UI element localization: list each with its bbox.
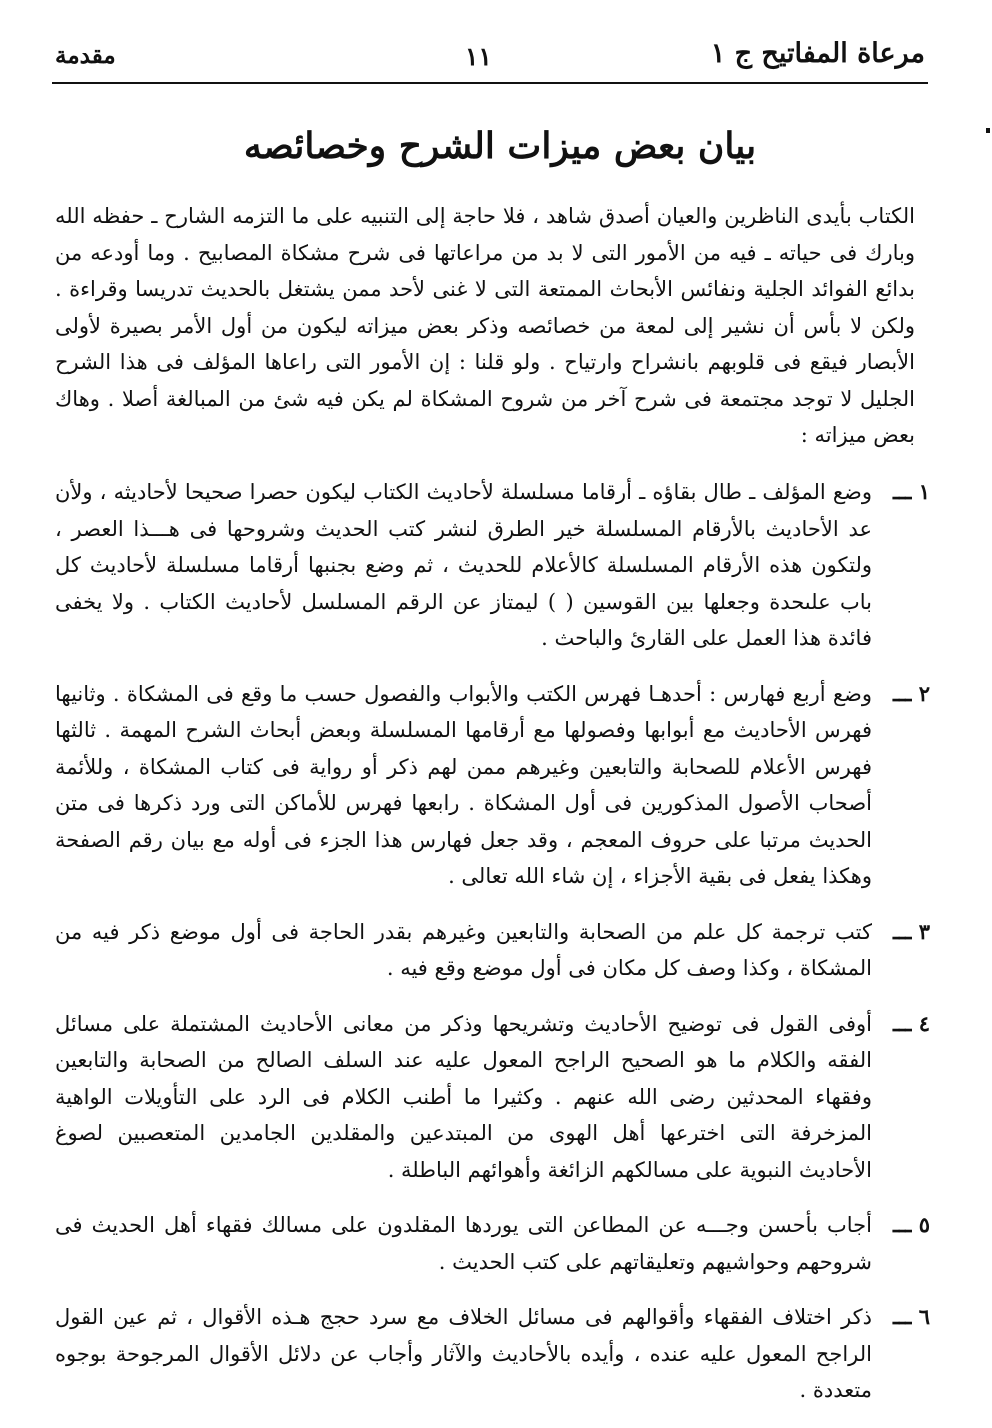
- feature-number: ٥ ـــ: [892, 1212, 930, 1237]
- section-name: مقدمة: [55, 42, 116, 69]
- feature-item-1: [55, 474, 930, 657]
- features-list: [55, 474, 930, 1428]
- page-heading: بيان بعض ميزات الشرح وخصائصه: [243, 125, 757, 167]
- margin-mark: [986, 128, 990, 133]
- feature-text: أجاب بأحسن وجـــه عن المطاعن التى يوردها المقلدون على مسالك فقهاء أهل الحديث فى شروحهم وحواشيهم وتعليقاتهم على كتب الحديث .: [55, 1213, 872, 1274]
- feature-item-6: [55, 1299, 930, 1409]
- feature-number: ٣ ـــ: [892, 918, 930, 944]
- header-divider: [52, 82, 928, 84]
- feature-item-4: [55, 1006, 930, 1189]
- feature-text: وضع المؤلف ـ طال بقاؤه ـ أرقاما مسلسلة لأحاديث الكتاب ليكون حصرا صحيحا لأحاديثه ، ولأن عد الأحاديث بالأرقام المسلسلة خير الطرق لنشر كتب الحديث وشروحها فى هـــذا العصر ، ولتكون هذه الأرقام المسلسلة كالأعلام للحديث ، ثم وضع بجنبها أرقاما مسلسلة لأحاديث كل باب علىحدة وجعلها بين القوسين ( ) ليمتاز عن الرقم المسلسل لأحاديث الكتاب . ولا يخفى فائدة هذا العمل على القارئ والباحث .: [55, 480, 872, 650]
- intro-paragraph: الكتاب بأيدى الناظرين والعيان أصدق شاهد ، فلا حاجة إلى التنبيه على ما التزمه الشارح ـ حفظه الله وبارك فى حياته ـ فيه من الأمور التى لا بد من مراعاتها فى شرح مشكاة المصابيح . وما أودعه من بدائع الفوائد الجلية ونفائس الأبحاث الممتعة التى لا غنى لأحد ممن يشتغل بالحديث تدريسا وقراءة . ولكن لا بأس أن نشير إلى لمعة من خصائصه وذكر بعض ميزاته ليكون من أول الأمر بصيرة لأولى الأبصار فيقع فى قلوبهم بانشراح وارتياح . ولو قلنا : إن الأمور التى راعاها المؤلف فى هذا الشرح الجليل لا توجد مجتمعة فى شرح آخر من شروح المشكاة لم يكن فيه شئ من المبالغة أصلا . وهاك بعض ميزاته :: [55, 204, 915, 447]
- feature-number: ٤ ـــ: [892, 1010, 930, 1036]
- feature-number: ٦ ـــ: [892, 1304, 930, 1329]
- running-title: مرعاة المفاتيح ج ١: [710, 38, 925, 69]
- feature-text: كتب ترجمة كل علم من الصحابة والتابعين وغيرهم بقدر الحاجة فى أول موضع ذكر فيه من المشكاة ، وكذا وصف كل مكان فى أول موضع وقع فيه .: [55, 919, 872, 980]
- feature-item-2: [55, 676, 930, 895]
- feature-text: ذكر اختلاف الفقهاء وأقوالهم فى مسائل الخلاف مع سرد حجج هـذه الأقوال ، ثم عين القول الراجح المعول عليه عنده ، وأيده بالأحاديث والآثار وأجاب عن دلائل الأقوال المرجوحة بوجوه متعددة .: [55, 1305, 872, 1402]
- page-header: [55, 38, 925, 78]
- feature-text: أوفى القول فى توضيح الأحاديث وتشريحها وذكر من معانى الأحاديث المشتملة على مسائل الفقه والكلام ما هو الصحيح الراجح المعول عليه عند السلف الصالح من الصحابة والتابعين وفقهاء المحدثين رضى الله عنهم . وكثيرا ما أطنب الكلام فى الرد على التأويلات الواهية المزخرفة التى اخترعها أهل الهوى من المبتدعين والمقلدين الجامدين المتعصبين لصوغ الأحاديث النبوية على مسالكهم الزائغة وأهوائهم الباطلة .: [55, 1011, 872, 1182]
- feature-number: ٢ ـــ: [892, 680, 930, 706]
- feature-text: وضع أربع فهارس : أحدهـا فهرس الكتب والأبواب والفصول حسب ما وقع فى المشكاة . وثانيها فهرس الأحاديث مع أبوابها وفصولها مع أرقامها المسلسلة وبعض أبحاث الشرح المهمة . ثالثها فهرس الأعلام للصحابة والتابعين وغيرهم ممن لهم ذكر أو رواية فى كتاب المشكاة ، وللأئمة أصحاب الأصول المذكورين فى أول المشكاة . رابعها فهرس للأماكن التى ورد ذكرها فى متن الحديث مرتبا على حروف المعجم ، وقد جعل فهارس هذا الجزء فى أوله مع بيان رقم الصفحة وهكذا يفعل فى بقية الأجزاء ، إن شاء الله تعالى .: [55, 681, 872, 888]
- feature-item-5: [55, 1207, 930, 1280]
- feature-item-3: [55, 914, 930, 987]
- feature-number: ١ ـــ: [892, 479, 930, 504]
- page-number: ١١: [465, 42, 492, 71]
